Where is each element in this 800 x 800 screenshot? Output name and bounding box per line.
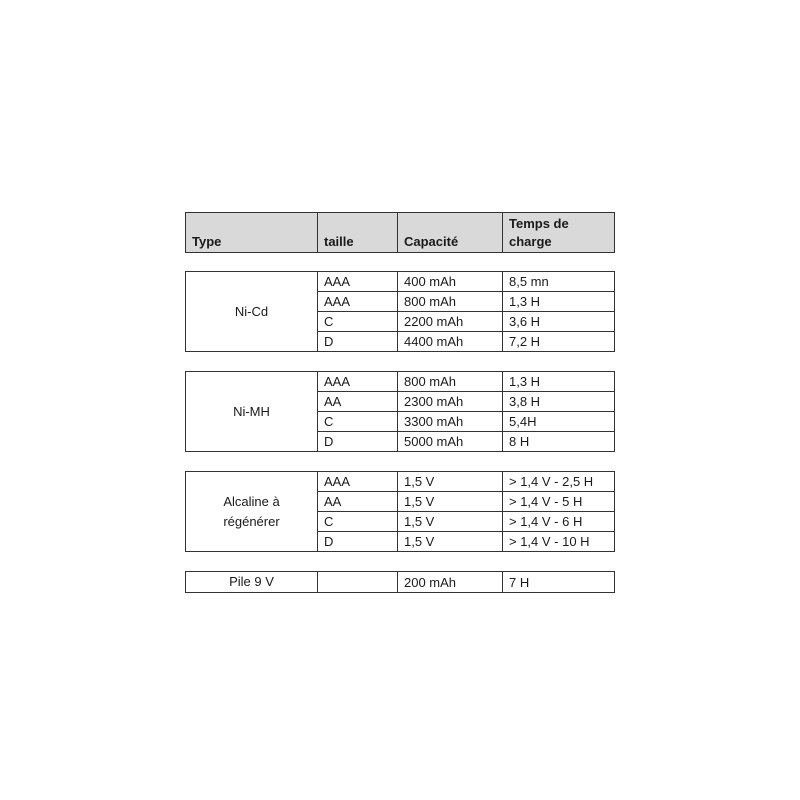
capacite-cell: 1,5 V: [398, 492, 503, 512]
temps-cell: 1,3 H: [503, 372, 615, 392]
capacite-cell: 2300 mAh: [398, 392, 503, 412]
taille-cell: [318, 572, 398, 593]
taille-cell: C: [318, 512, 398, 532]
taille-cell: AA: [318, 392, 398, 412]
temps-cell: > 1,4 V - 5 H: [503, 492, 615, 512]
capacite-cell: 1,5 V: [398, 532, 503, 552]
taille-cell: AAA: [318, 472, 398, 492]
taille-cell: AAA: [318, 272, 398, 292]
taille-cell: AAA: [318, 372, 398, 392]
battery-group-ni-mh: [185, 371, 615, 452]
header-temps-line1: Temps de: [509, 216, 569, 231]
temps-cell: 8,5 mn: [503, 272, 615, 292]
type-line2: régénérer: [223, 513, 280, 529]
capacite-cell: 200 mAh: [398, 572, 503, 593]
capacite-cell: 800 mAh: [398, 292, 503, 312]
type-cell: Ni-MH: [186, 372, 318, 452]
battery-group-ni-cd: [185, 271, 615, 352]
table-row: [186, 472, 615, 492]
type-cell: [186, 472, 318, 552]
temps-cell: > 1,4 V - 6 H: [503, 512, 615, 532]
type-cell: Ni-Cd: [186, 272, 318, 352]
taille-cell: D: [318, 532, 398, 552]
capacite-cell: 800 mAh: [398, 372, 503, 392]
type-line1: Alcaline à: [223, 493, 280, 509]
temps-cell: > 1,4 V - 2,5 H: [503, 472, 615, 492]
table-row: [186, 272, 615, 292]
battery-group-pile-9v: [185, 571, 615, 593]
header-row: [186, 213, 615, 253]
table-row: [186, 372, 615, 392]
table-row: [186, 572, 615, 593]
capacite-cell: 4400 mAh: [398, 332, 503, 352]
temps-cell: 7 H: [503, 572, 615, 593]
taille-cell: D: [318, 432, 398, 452]
header-type: Type: [186, 213, 318, 253]
temps-cell: 3,6 H: [503, 312, 615, 332]
header-temps-de-charge: [503, 213, 615, 253]
battery-group-alcaline: [185, 471, 615, 552]
header-taille: taille: [318, 213, 398, 253]
header-table: [185, 212, 615, 253]
temps-cell: 8 H: [503, 432, 615, 452]
capacite-cell: 400 mAh: [398, 272, 503, 292]
capacite-cell: 2200 mAh: [398, 312, 503, 332]
taille-cell: C: [318, 412, 398, 432]
capacite-cell: 3300 mAh: [398, 412, 503, 432]
taille-cell: C: [318, 312, 398, 332]
temps-cell: 1,3 H: [503, 292, 615, 312]
temps-cell: 7,2 H: [503, 332, 615, 352]
taille-cell: D: [318, 332, 398, 352]
temps-cell: 3,8 H: [503, 392, 615, 412]
taille-cell: AA: [318, 492, 398, 512]
header-temps-line2: charge: [509, 234, 552, 249]
capacite-cell: 1,5 V: [398, 512, 503, 532]
taille-cell: AAA: [318, 292, 398, 312]
type-cell: Pile 9 V: [186, 572, 318, 593]
temps-cell: > 1,4 V - 10 H: [503, 532, 615, 552]
capacite-cell: 1,5 V: [398, 472, 503, 492]
capacite-cell: 5000 mAh: [398, 432, 503, 452]
header-capacite: Capacité: [398, 213, 503, 253]
temps-cell: 5,4H: [503, 412, 615, 432]
